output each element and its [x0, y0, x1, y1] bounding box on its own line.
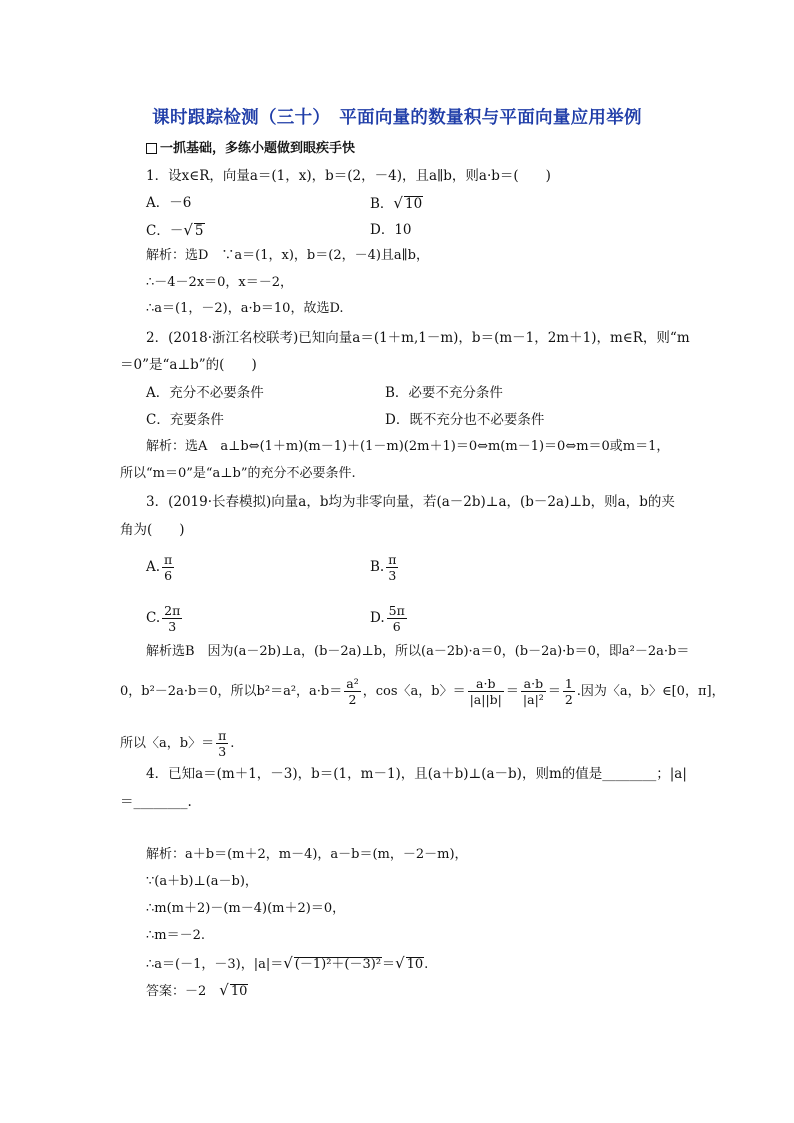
q4-explanation-4: ∴m＝－2.	[146, 928, 206, 943]
q2-option-b: B．必要不充分条件	[385, 385, 503, 401]
section-box-icon	[146, 143, 157, 154]
q4-explanation-1: 解析：a＋b＝(m＋2，m－4)，a－b＝(m，－2－m)，	[146, 847, 468, 862]
section-text: 一抓基础，多练小题做到眼疾手快	[160, 141, 356, 156]
page-title: 课时跟踪检测（三十） 平面向量的数量积与平面向量应用举例	[152, 108, 642, 128]
section-heading	[146, 139, 355, 159]
q3-option-a: A. $\frac{\pi}{6}$	[146, 552, 173, 583]
q1-explanation-1: 解析：选D ∵a＝(1，x)，b＝(2，－4)且a∥b，	[146, 248, 430, 263]
q3-option-d: D. $\frac{5\pi}{6}$	[370, 603, 405, 634]
q1-explanation-2: ∴－4－2x＝0，x＝－2，	[146, 275, 294, 290]
q2-stem-1: 2．(2018·浙江名校联考)已知向量a＝(1＋m,1－m)，b＝(m－1，2m＋1)，m∈R，则“m	[146, 330, 690, 346]
q1-option-c: C．－√ 5	[146, 221, 204, 239]
q4-stem-1: 4．已知a＝(m＋1，－3)，b＝(1，m－1)，且(a＋b)⊥(a－b)，则m的值是________；|a|	[146, 766, 687, 782]
q2-option-d: D．既不充分也不必要条件	[385, 412, 545, 428]
q3-stem-2: 角为( )	[120, 522, 185, 538]
q2-explanation-1: 解析：选A a⊥b⇔(1＋m)(m－1)＋(1－m)(2m＋1)＝0⇔m(m－1)＝0⇔m＝0或m＝1，	[146, 439, 670, 454]
q4-answer: 答案：－2 √ 10	[146, 981, 248, 999]
q4-explanation-2: ∵(a＋b)⊥(a－b)，	[146, 874, 258, 889]
q2-option-c: C．充要条件	[146, 412, 224, 428]
q2-option-a: A．充分不必要条件	[146, 385, 264, 401]
q2-stem-2: ＝0”是“a⊥b”的( )	[120, 357, 257, 373]
q3-explanation-2: 0，b²－2a·b＝0，所以b²＝a²，a·b＝ $\frac{\text{a²}}{2}$ ，cos〈a，b〉＝ $\frac{a\cdot b}{|a||b|}$ ＝ $\frac{a\cdot b}{\text{|a|²}}$ ＝ $\frac{1}{2}$ .因为〈a，b〉∈[0，π]，	[120, 676, 725, 707]
q1-option-d: D．10	[370, 222, 412, 238]
q3-option-b: B. $\frac{\pi}{3}$	[370, 552, 397, 583]
q3-option-c: C. $\frac{2\pi}{3}$	[146, 603, 181, 634]
q1-explanation-3: ∴a＝(1，－2)，a·b＝10，故选D.	[146, 301, 344, 316]
q1-stem: 1．设x∈R，向量a＝(1，x)，b＝(2，－4)，且a∥b，则a·b＝( )	[146, 168, 551, 184]
q3-stem-1: 3．(2019·长春模拟)向量a，b均为非零向量，若(a－2b)⊥a，(b－2a)⊥b，则a，b的夹	[146, 494, 675, 510]
q4-stem-2: ＝________.	[120, 794, 192, 810]
q2-explanation-2: 所以“m＝0”是“a⊥b”的充分不必要条件.	[120, 466, 356, 481]
q1-option-a: A．－6	[146, 195, 192, 211]
q3-explanation-3: 所以〈a，b〉＝ $\frac{\pi}{3}$ .	[120, 728, 235, 759]
q3-explanation-1: 解析选B 因为(a－2b)⊥a，(b－2a)⊥b，所以(a－2b)·a＝0，(b－2a)·b＝0，即a²－2a·b＝	[146, 644, 690, 659]
q4-explanation-3: ∴m(m＋2)－(m－4)(m＋2)＝0，	[146, 901, 346, 916]
q1-option-b: B．√ 10	[370, 194, 423, 212]
q4-explanation-5: ∴a＝(－1，－3)，|a|＝√ (－1)²＋(－3)²＝√ 10.	[146, 954, 429, 972]
